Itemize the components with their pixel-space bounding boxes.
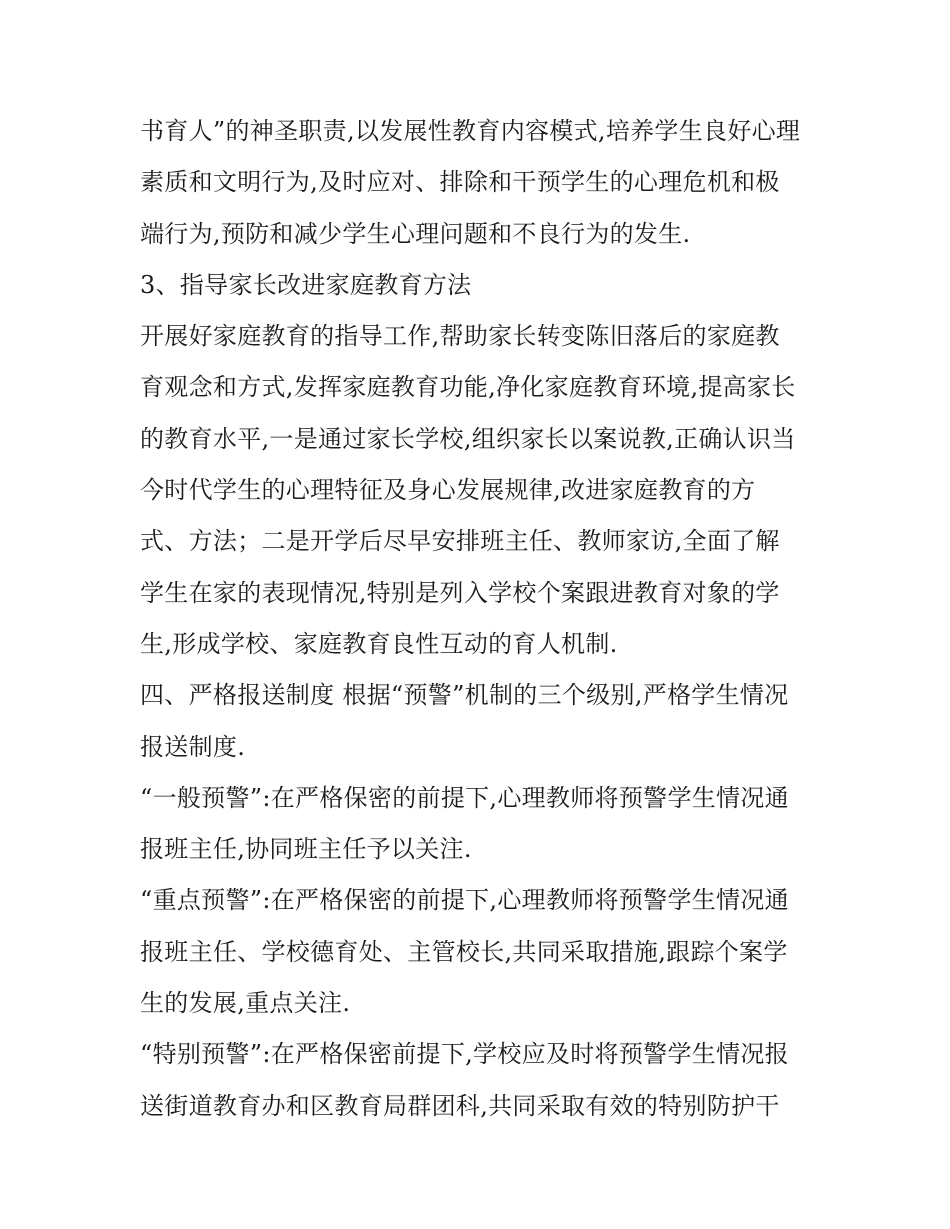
text-line: 式、方法；二是开学后尽早安排班主任、教师家访,全面了解 [140, 527, 780, 556]
text-line: 生,形成学校、家庭教育良性互动的育人机制. [140, 629, 618, 658]
text-line: 送街道教育办和区教育局群团科,共同采取有效的特别防护干 [140, 1091, 780, 1120]
text-line: 开展好家庭教育的指导工作,帮助家长转变陈旧落后的家庭教 [140, 322, 780, 351]
text-line: “特别预警”:在严格保密前提下,学校应及时将预警学生情况报 [140, 1040, 789, 1069]
text-line: 素质和文明行为,及时应对、排除和干预学生的心理危机和极 [140, 168, 780, 197]
text-line: 的教育水平,一是通过家长学校,组织家长以案说教,正确认识当 [140, 424, 796, 453]
text-line: 端行为,预防和减少学生心理问题和不良行为的发生. [140, 219, 691, 248]
section-heading: 四、严格报送制度 根据“预警”机制的三个级别,严格学生情况 [140, 681, 789, 710]
text-line: 书育人”的神圣职责,以发展性教育内容模式,培养学生良好心理 [140, 117, 801, 145]
text-line: 报班主任、学校德育处、主管校长,共同采取措施,跟踪个案学 [140, 937, 788, 966]
text-line: 报送制度. [140, 732, 246, 761]
section-heading: 3、指导家长改进家庭教育方法 [140, 270, 472, 299]
document-body [140, 106, 820, 1132]
text-line: “重点预警”:在严格保密的前提下,心理教师将预警学生情况通 [140, 886, 789, 915]
text-line: 生的发展,重点关注. [140, 989, 351, 1018]
text-line: “一般预警”:在严格保密的前提下,心理教师将预警学生情况通 [140, 783, 789, 812]
text-line: 育观念和方式,发挥家庭教育功能,净化家庭教育环境,提高家长 [140, 373, 796, 402]
text-line: 报班主任,协同班主任予以关注. [140, 835, 472, 864]
text-line: 学生在家的表现情况,特别是列入学校个案跟进教育对象的学 [140, 578, 780, 607]
text-line: 今时代学生的心理特征及身心发展规律,改进家庭教育的方 [140, 476, 756, 505]
